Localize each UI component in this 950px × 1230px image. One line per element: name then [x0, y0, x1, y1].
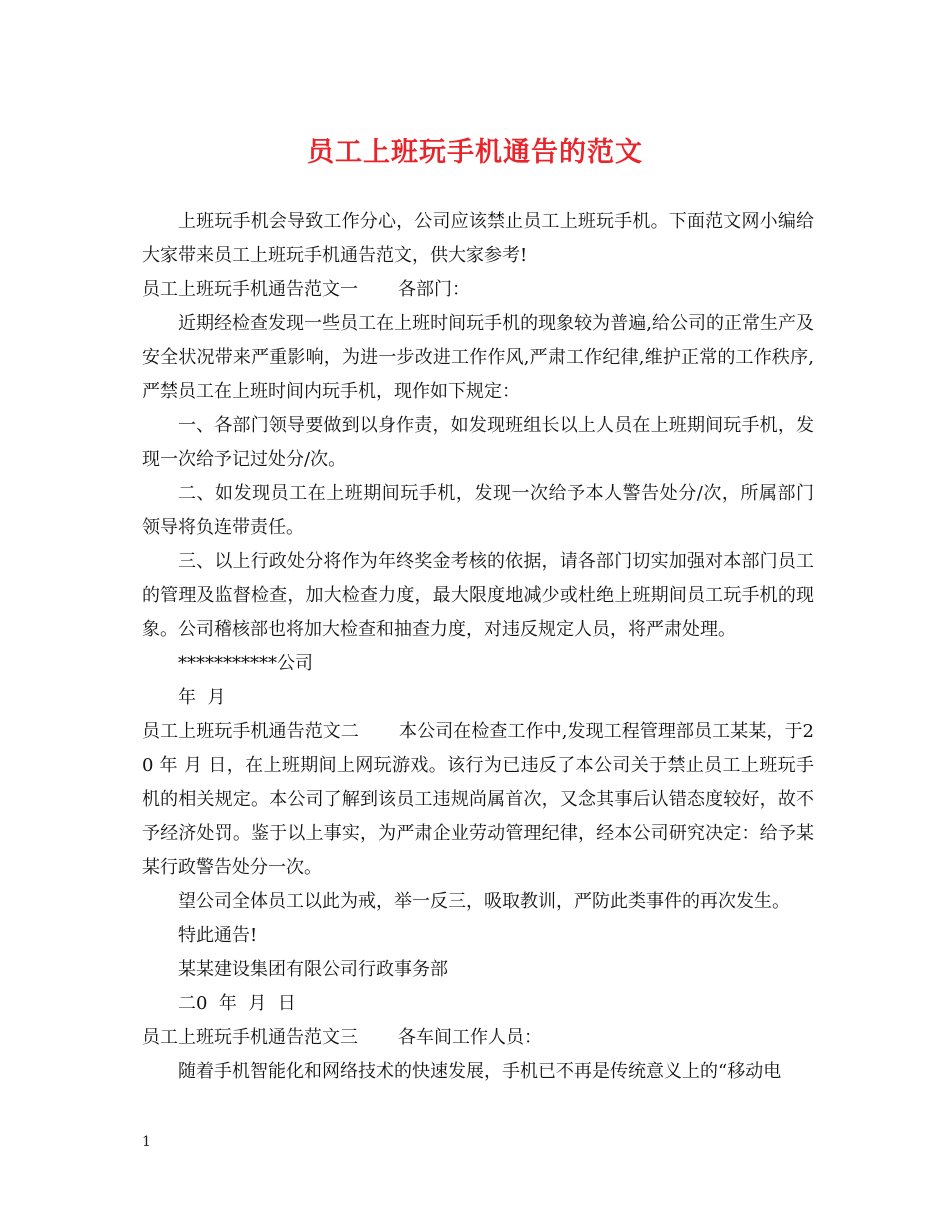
sample2-signature: 某某建设集团有限公司行政事务部: [178, 959, 448, 980]
intro-paragraph: 上班玩手机会导致工作分心，公司应该禁止员工上班玩手机。下面范文网小编给大家带来员工上班玩手机通告范文，供大家参考!: [142, 211, 814, 266]
sample2-date: 二0 年 月 日: [178, 993, 296, 1014]
sample2-paragraph-3: 特此通告!: [178, 925, 258, 946]
sample1-heading-line: [142, 273, 814, 307]
sample1-rule-3: 三、以上行政处分将作为年终奖金考核的依据，请各部门切实加强对本部门员工的管理及监督检查，加大检查力度，最大限度地减少或杜绝上班期间员工玩手机的现象。公司稽核部也将加大检查和抽查力度，对违反规定人员，将严肃处理。: [142, 551, 814, 640]
sample1-heading: 员工上班玩手机通告范文一: [142, 279, 358, 300]
document-title: 员工上班玩手机通告的范文: [307, 137, 643, 168]
sample1-rule-1: 一、各部门领导要做到以身作责，如发现班组长以上人员在上班期间玩手机，发现一次给予记过处分/次。: [142, 415, 814, 470]
document-body: [142, 205, 814, 1089]
sample1-date: 年 月: [178, 687, 226, 708]
sample2-heading: 员工上班玩手机通告范文二: [142, 721, 359, 742]
sample1-signature: ***********公司: [178, 653, 313, 674]
sample2-paragraph-2: 望公司全体员工以此为戒，举一反三，吸取教训，严防此类事件的再次发生。: [178, 891, 790, 912]
sample2-paragraph-1: [142, 715, 814, 885]
sample1-rule-2: 二、如发现员工在上班期间玩手机，发现一次给予本人警告处分/次，所属部门领导将负连带责任。: [142, 483, 814, 538]
sample2-text-1: 本公司在检查工作中,发现工程管理部员工某某，于20 年 月 日，在上班期间上网玩游戏。该行为已违反了本公司关于禁止员工上班玩手机的相关规定。本公司了解到该员工违规尚属首次，又念其事后认错态度较好，故不予经济处罚。鉴于以上事实，为严肃企业劳动管理纪律，经本公司研究决定：给予某某行政警告处分一次。: [142, 721, 815, 878]
page-number: 1: [142, 1134, 151, 1150]
sample3-addressee: 各车间工作人员：: [398, 1027, 542, 1048]
sample1-addressee: 各部门：: [398, 279, 470, 300]
sample3-heading: 员工上班玩手机通告范文三: [142, 1027, 358, 1048]
sample3-paragraph-1: 随着手机智能化和网络技术的快速发展，手机已不再是传统意义上的“移动电: [178, 1061, 782, 1082]
sample1-paragraph-1: 近期经检查发现一些员工在上班时间玩手机的现象较为普遍,给公司的正常生产及安全状况带来严重影响，为进一步改进工作作风,严肃工作纪律,维护正常的工作秩序,严禁员工在上班时间内玩手机，现作如下规定：: [142, 313, 814, 402]
sample3-heading-line: [142, 1021, 814, 1055]
